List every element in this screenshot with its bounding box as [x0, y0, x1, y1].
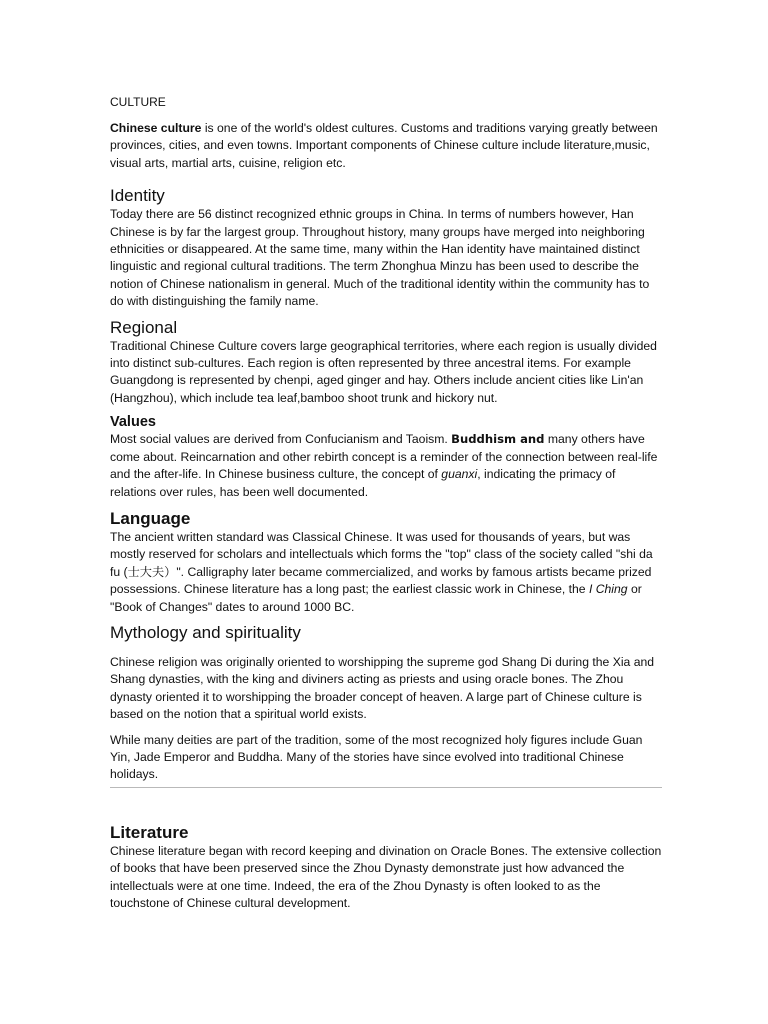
intro-text: is one of the world's oldest cultures. Customs and traditions varying greatly between provinces, cities, and even towns. Important components of Chinese culture include literature,music, visual arts, martial arts, cuisine, religion etc.: [110, 121, 658, 170]
section-label: CULTURE: [110, 95, 166, 109]
values-text-b: many others have come about. Reincarnation and other rebirth concept is a reminder of the connection between real-life and the after-life. In Chinese business culture, the concept of: [110, 432, 658, 482]
literature-paragraph: Chinese literature began with record keeping and divination on Oracle Bones. The extensive collection of books that have been preserved since the Zhou Dynasty demonstrate just how advanced the intellectuals were at one time. Indeed, the era of the Zhou Dynasty is often looked to as the touchstone of Chinese cultural development.: [110, 843, 662, 910]
language-italic-term: I Ching: [588, 582, 628, 597]
section-divider: [110, 787, 662, 788]
mythology-paragraph-1: Chinese religion was originally oriented to worshipping the supreme god Shang Di during the Xia and Shang dynasties, with the king and diviners acting as priests and using oracle bones. The Zhou dynasty oriented it to worshipping the broader concept of heaven. A large part of Chinese culture is based on the notion that a spiritual world exists.: [110, 654, 655, 722]
mythology-paragraph-2: While many deities are part of the tradition, some of the most recognized holy figures include Guan Yin, Jade Emperor and Buddha. Many of the stories have since evolved into traditional Chinese holidays.: [110, 732, 643, 782]
regional-heading: Regional: [110, 317, 178, 337]
literature-heading: Literature: [110, 822, 189, 842]
identity-heading: Identity: [110, 186, 165, 206]
mythology-heading: Mythology and spirituality: [110, 622, 301, 642]
language-heading: Language: [110, 508, 191, 528]
values-heading: Values: [110, 414, 156, 431]
language-text-a: The ancient written standard was Classical Chinese. It was used for thousands of years, but was mostly reserved for scholars and intellectuals which forms the "top" class of the society called "shi da fu (士大夫）". Calligraphy later became commercialized, and works by famous artists became prized possessions. Chinese literature has a long past; the earliest classic work in Chinese, the: [110, 529, 653, 597]
values-italic-term: guanxi: [441, 467, 478, 482]
identity-paragraph: Today there are 56 distinct recognized ethnic groups in China. In terms of numbers however, Han Chinese is by far the largest group. Throughout history, many groups have merged into neighboring ethnicities or disappeared. At the same time, many within the Han identity have maintained distinct linguistic and regional cultural traditions. The term Zhonghua Minzu has been used to describe the notion of Chinese nationalism in general. Much of the traditional identity within the community has to do with distinguishing the family name.: [110, 207, 650, 309]
intro-paragraph: [110, 120, 662, 172]
language-paragraph: [110, 529, 662, 616]
regional-paragraph: Traditional Chinese Culture covers large geographical territories, where each region is usually divided into distinct sub-cultures. Each region is often represented by three ancestral items. For example Guangdong is represented by chenpi, aged ginger and hay. Others include ancient cities like Lin'an (Hangzhou), which include tea leaf,bamboo shoot trunk and hickory nut.: [110, 338, 657, 405]
intro-bold-term: Chinese culture: [110, 121, 202, 135]
values-text-a: Most social values are derived from Confucianism and Taoism.: [110, 432, 452, 447]
values-paragraph: [110, 431, 662, 501]
language-text-b: or "Book of Changes" dates to around 1000 BC.: [110, 582, 642, 614]
values-bold-term: Buddhism and: [451, 432, 545, 447]
document-body: [110, 94, 662, 912]
values-text-c: , indicating the primacy of relations over rules, has been well documented.: [110, 467, 616, 499]
